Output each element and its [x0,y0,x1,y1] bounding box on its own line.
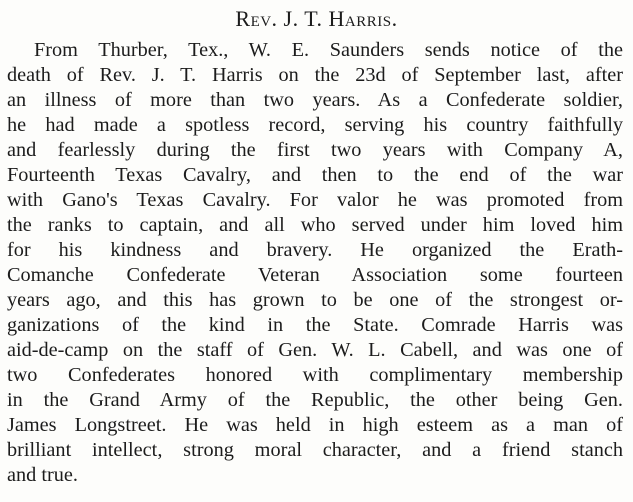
body-line: the ranks to captain, and all who served under him loved him [7,214,623,236]
body-line: he had made a spotless record, serving his country faithfully [7,114,623,136]
article-title: Rev. J. T. Harris. [235,6,398,31]
body-line: years ago, and this has grown to be one of the strongest or- [7,289,623,311]
body-line: and true. [7,464,78,486]
body-line: From Thurber, Tex., W. E. Saunders sends notice of the [34,39,623,61]
body-line: death of Rev. J. T. Harris on the 23d of September last, after [7,64,623,86]
body-line: for his kindness and bravery. He organized the Erath- [7,239,623,261]
body-line: Fourteenth Texas Cavalry, and then to the end of the war [7,164,623,186]
body-line: an illness of more than two years. As a Confederate soldier, [7,89,623,111]
body-line: aid-de-camp on the staff of Gen. W. L. Cabell, and was one of [7,339,623,361]
body-line: with Gano's Texas Cavalry. For valor he was promoted from [7,189,623,211]
body-line: in the Grand Army of the Republic, the other being Gen. [7,389,623,411]
body-line: Comanche Confederate Veteran Association some fourteen [7,264,623,286]
body-line: two Confederates honored with complimentary membership [7,364,623,386]
body-line: ganizations of the kind in the State. Comrade Harris was [7,314,623,336]
body-line: James Longstreet. He was held in high esteem as a man of [7,414,623,436]
body-line: and fearlessly during the first two years with Company A, [7,139,623,161]
body-line: brilliant intellect, strong moral character, and a friend stanch [7,439,623,461]
